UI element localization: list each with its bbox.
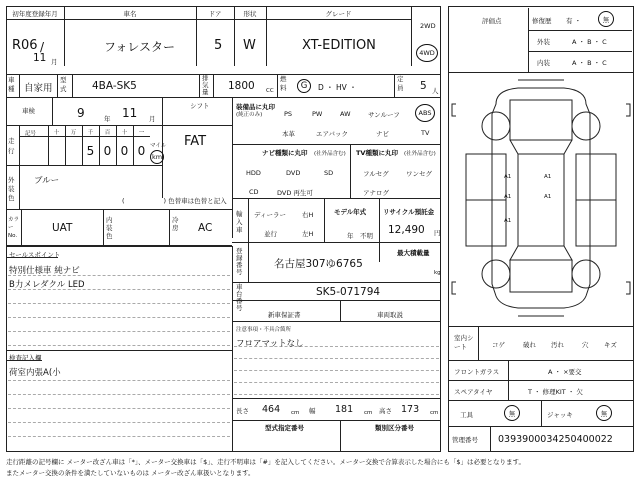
divider [448, 380, 634, 381]
divider [340, 300, 341, 322]
divider [232, 282, 441, 283]
rear-window [510, 246, 572, 260]
equip-navi: ナビ [376, 130, 389, 138]
tv-sub: (社外品含む) [404, 151, 436, 157]
registration-value: 名古屋307ゆ6765 [274, 258, 363, 270]
shape-value: W [243, 38, 256, 53]
divider [19, 166, 20, 210]
repair-none-circled: 無 [598, 11, 614, 27]
height-value: 173 [401, 404, 420, 415]
jack-none-circled: 無 [596, 405, 612, 421]
chassis-value: SK5-071794 [316, 286, 381, 298]
bracket [452, 282, 456, 294]
divider [340, 420, 341, 452]
divider [232, 144, 441, 145]
diagram-mark-1: A1 [504, 174, 512, 180]
mileage-digit [65, 142, 82, 160]
divider [6, 352, 42, 361]
fuel-g-circled: G [297, 79, 311, 93]
divider [232, 98, 233, 238]
car-name-label: 車名 [123, 9, 137, 18]
recycle-value: 12,490 [388, 224, 425, 236]
wheel-front-left-icon [482, 112, 510, 140]
import-dealer: ディーラー [254, 211, 286, 219]
navi-sd: SD [324, 169, 334, 177]
displacement-label: 排気量 [202, 74, 209, 96]
divider [6, 246, 232, 247]
interior-eval-options: A ・ B ・ C [572, 59, 607, 67]
seat-opt-4: 穴 [582, 341, 589, 349]
tv-analog: アナログ [363, 189, 389, 197]
length-label: 長さ [236, 407, 249, 415]
navi-cd: CD [249, 188, 259, 196]
grade-value: XT-EDITION [302, 38, 376, 53]
hood-panel [510, 100, 572, 140]
equip-pw: PW [312, 110, 323, 118]
import-parallel: 並行 [264, 230, 277, 238]
import-label: 輸入車 [236, 210, 243, 234]
doors-value: 5 [214, 38, 223, 53]
ruled-line [8, 408, 230, 409]
capacity-value: 5 [420, 80, 427, 92]
management-value: 0393900034250400022 [498, 434, 613, 445]
equip-abs-circled: ABS [415, 104, 435, 122]
mileage-digit [48, 142, 65, 160]
ac-label: 冷房 [172, 216, 179, 232]
divider [248, 242, 249, 282]
inspector-label: 検査記入欄 [9, 354, 42, 362]
bracket [452, 104, 456, 116]
ruled-line [8, 422, 230, 423]
right-rear-door [576, 200, 616, 246]
divider [6, 249, 61, 259]
exterior-label: 外装色 [8, 176, 15, 202]
inspection-year-unit: 年 [104, 115, 111, 123]
inspector-line-1: 荷室内張A(小 [9, 368, 61, 378]
mileage-digit-header: 一 [138, 130, 145, 136]
seat-opt-5: キズ [604, 341, 617, 349]
length-value: 464 [262, 404, 281, 415]
first-reg-slash: / [40, 40, 45, 54]
sales-point-1: 特別仕様車 純ナビ [9, 266, 80, 276]
grade-label: グレード [325, 9, 352, 18]
divider [324, 198, 325, 242]
divider [541, 400, 542, 426]
ruled-line [234, 370, 439, 371]
wheel-front-right-icon [572, 112, 600, 140]
fuel-label: 燃料 [280, 75, 287, 92]
inspection-label: 車検 [22, 107, 35, 115]
width-value: 181 [335, 404, 354, 415]
equip-ps: PS [284, 110, 293, 118]
equip-aw: AW [340, 110, 351, 118]
exterior-value: ブルー [34, 176, 60, 186]
repair-options: 有 ・ [566, 17, 582, 25]
equip-sunroof: サンルーフ [368, 111, 400, 119]
navi-sub: (社外品含む) [314, 151, 346, 157]
mileage-digit: 5 [86, 144, 95, 158]
mileage-digit-header: 十 [53, 130, 60, 136]
bracket [626, 104, 630, 116]
capacity-unit: 人 [432, 87, 439, 95]
type-cert-label: 型式指定番号 [265, 424, 304, 432]
color-no-value: UAT [52, 222, 73, 234]
divider [232, 242, 441, 243]
import-right: 右H [302, 211, 314, 219]
divider [57, 74, 58, 98]
tv-oneseg: ワンセグ [406, 170, 432, 178]
mileage-digit: 0 [137, 144, 146, 158]
fuel-others: D ・ HV ・ [318, 83, 357, 92]
management-label: 管理番号 [452, 436, 478, 444]
divider [528, 51, 632, 52]
seat-opt-1: コゲ [492, 341, 505, 349]
divider [448, 360, 634, 361]
navi-dvd: DVD [286, 169, 301, 177]
ruled-line [8, 317, 230, 318]
import-left: 左H [302, 230, 314, 238]
sales-point-2: B力メレダクル LED [9, 280, 85, 290]
divider [232, 398, 441, 399]
wheel-rear-right-icon [572, 260, 600, 288]
length-unit: cm [291, 410, 300, 416]
divider [478, 326, 479, 360]
divider [21, 210, 22, 246]
door-label: ドア [208, 9, 222, 18]
divider [248, 198, 249, 242]
mileage-unit-label: 記号 [25, 131, 37, 137]
diagram-mark-5: A1 [544, 194, 552, 200]
ruled-line [8, 331, 230, 332]
equip-airbag: エアバック [316, 130, 348, 138]
vehicle-manual: 車両取説 [377, 311, 403, 319]
divider [394, 74, 395, 98]
model-label: 型式 [60, 76, 67, 93]
divider [448, 426, 634, 427]
divider [528, 30, 632, 31]
model-year-label: モデル年式 [334, 208, 367, 216]
divider [379, 198, 380, 262]
color-no-label: カラー No. [8, 217, 20, 239]
navi-label: ナビ種類に丸印 [262, 149, 308, 157]
roof-panel [518, 154, 564, 246]
diagram-mark-4: A1 [544, 174, 552, 180]
type-label: 車種 [8, 76, 15, 93]
footer-line-1: 走行距離の記号欄に メーター改ざん車は「*」、メーター交換車は「$」、走行不明車は「#」を記入してください。メーター交換で合算表示した場合にも「$」は必要となります。 [6, 458, 526, 466]
ruled-line [8, 436, 230, 437]
shape-label: 形状 [243, 9, 257, 18]
front-glass-label: フロントガラス [454, 368, 500, 376]
displacement-value: 1800 [228, 80, 255, 92]
windshield [510, 140, 572, 154]
spare-tire-label: スペアタイヤ [454, 388, 493, 396]
mileage-digit: 0 [120, 144, 129, 158]
tv-fullseg: フルセグ [363, 170, 389, 178]
equipment-label: 装備品に丸印 [236, 103, 275, 111]
tools-none-circled: 無 [504, 405, 520, 421]
tools-label: 工具 [460, 411, 473, 419]
mileage-digit-header: 万 [70, 130, 77, 136]
km-circled: km [150, 150, 164, 164]
divider [232, 300, 441, 322]
divider [169, 210, 170, 246]
model-value: 4BA-SK5 [92, 80, 137, 92]
trunk-panel [510, 260, 572, 292]
diagram-mark-2: A1 [504, 194, 512, 200]
ruled-line [8, 275, 230, 276]
inspection-month: 11 [122, 106, 138, 120]
divider [232, 246, 233, 452]
divider [19, 74, 20, 98]
ruled-line [234, 394, 439, 395]
displacement-unit: CC [266, 88, 274, 94]
exterior-eval-label: 外装 [537, 38, 550, 46]
front-glass-options: A ・ ×要交 [548, 368, 582, 376]
mileage-digit-header: 千 [87, 130, 94, 136]
model-year-value: 年 不明 [347, 232, 373, 240]
navi-hdd: HDD [246, 169, 261, 177]
jack-label: ジャッキ [547, 411, 573, 419]
mileage-digit-header: 百 [104, 130, 111, 136]
divider [213, 74, 214, 98]
drive-2wd: 2WD [420, 22, 436, 30]
divider [448, 326, 634, 327]
equip-tv: TV [421, 129, 430, 137]
shift-value: FAT [184, 134, 207, 149]
tv-label: TV種類に丸印 [356, 149, 398, 157]
ruled-line [234, 382, 439, 383]
ruled-line [8, 345, 230, 346]
type-value: 自家用 [24, 83, 53, 94]
bracket [626, 282, 630, 294]
divider [448, 72, 634, 73]
mileage-digit: 0 [103, 144, 112, 158]
recycle-label: リサイクル預託金 [383, 208, 435, 216]
seat-label: 室内シート [454, 334, 474, 351]
inspection-month-unit: 月 [149, 115, 156, 123]
ruled-line [8, 380, 230, 381]
divider [103, 210, 104, 246]
first-reg-year: R06 [12, 38, 38, 53]
divider [52, 98, 53, 126]
divider [232, 198, 441, 199]
notes-label: 注意事項・不具合箇所 [236, 327, 292, 333]
drive-4wd-circled: 4WD [416, 44, 438, 62]
capacity-label: 定員 [397, 75, 404, 92]
height-label: 高さ [379, 407, 392, 415]
ruled-line [8, 303, 230, 304]
divider [277, 74, 278, 98]
recycle-unit: 円 [434, 229, 441, 237]
ruled-line [8, 289, 230, 290]
repair-label: 修復歴 [532, 17, 552, 25]
spare-tire-options: T ・ 修理KIT ・ 欠 [528, 388, 583, 396]
chassis-label: 車台番号 [236, 283, 243, 312]
divider [6, 350, 232, 351]
car-name-value: フォレスター [104, 40, 176, 54]
sales-points-label: セールスポイント [9, 251, 61, 259]
left-rear-door [466, 200, 506, 246]
registration-label: 登録番号 [236, 247, 243, 276]
seat-opt-2: 破れ [523, 341, 536, 349]
left-front-door [466, 154, 506, 200]
first-reg-label: 初年度登録年月 [12, 9, 58, 18]
notes-value: フロアマットなし [236, 339, 304, 349]
max-load-label: 最大積載量 [397, 249, 430, 257]
diagram-mark-3: A1 [504, 218, 512, 224]
divider [72, 74, 73, 98]
eval-label: 評価点 [482, 17, 502, 25]
divider [411, 6, 412, 66]
mileage-label: 走行 [8, 137, 15, 155]
category-label: 類別区分番号 [375, 424, 414, 432]
new-car-warranty: 新車保証書 [268, 311, 301, 319]
width-label: 幅 [309, 407, 316, 415]
exterior-eval-options: A ・ B ・ C [572, 38, 607, 46]
height-unit: cm [430, 410, 439, 416]
exterior-note: ( ) 色替車は色替と記入 [122, 197, 227, 205]
divider [490, 426, 491, 452]
car-diagram [448, 74, 634, 322]
mileage-digit-header: 十 [121, 130, 128, 136]
first-reg-month-unit: 月 [51, 58, 58, 66]
ac-value: AC [198, 222, 213, 234]
ruled-line [234, 358, 439, 359]
ruled-line [8, 394, 230, 395]
divider [350, 144, 351, 198]
divider [232, 420, 441, 421]
first-reg-month: 11 [33, 52, 47, 64]
interior-eval-label: 内装 [537, 59, 550, 67]
inspection-year: 9 [77, 106, 85, 120]
right-front-door [576, 154, 616, 200]
max-load-unit: kg [434, 270, 441, 276]
navi-dvd-play: DVD 再生可 [277, 189, 313, 197]
interior-label: 内装色 [106, 216, 113, 240]
wheel-rear-left-icon [482, 260, 510, 288]
equip-leather: 本革 [282, 130, 295, 138]
shift-label: シフト [190, 102, 210, 110]
divider [199, 74, 200, 98]
divider [528, 8, 529, 72]
footer-line-2: またメーター交換の条件を満たしていないものは メーター改ざん車扱いとなります。 [6, 469, 255, 477]
seat-opt-3: 汚れ [551, 341, 564, 349]
equipment-sub-label: (純正のみ) [236, 112, 263, 118]
width-unit: cm [364, 410, 373, 416]
mile-label: マイル [150, 143, 167, 149]
